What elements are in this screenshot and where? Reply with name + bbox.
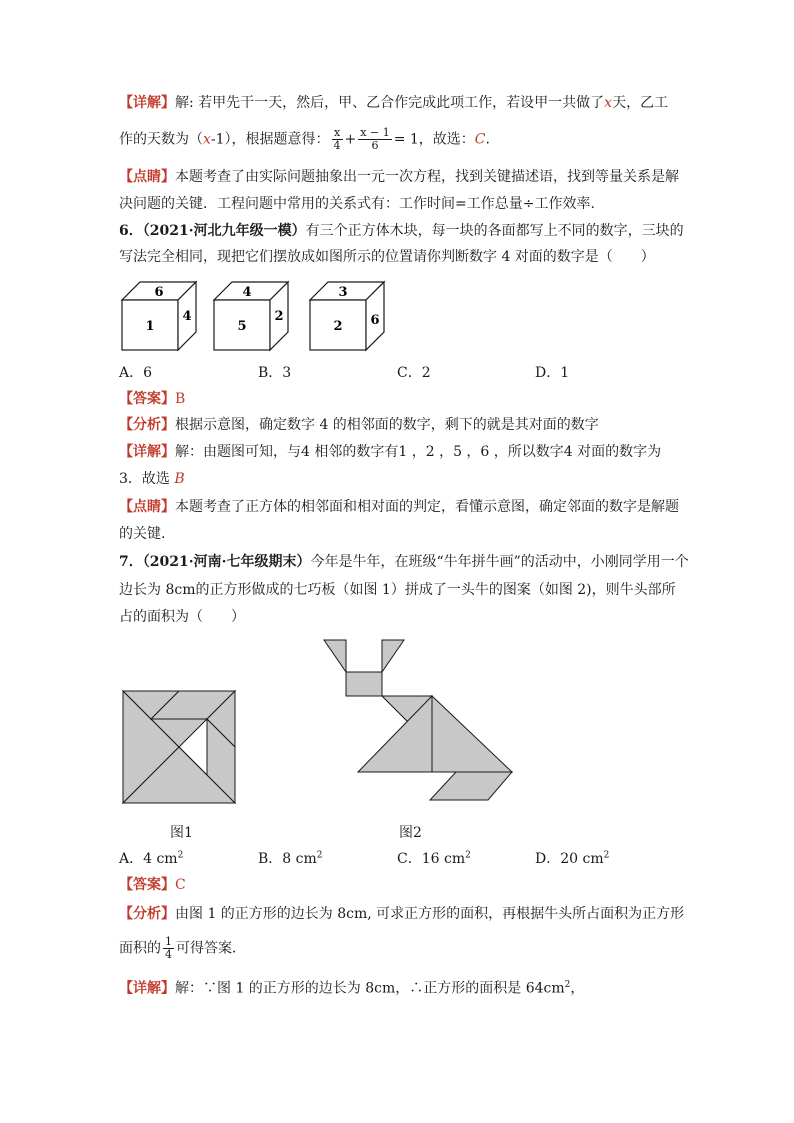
text: 3．故选 bbox=[119, 471, 175, 487]
ox-head bbox=[346, 672, 382, 696]
cube-top-number: 3 bbox=[338, 285, 348, 300]
q7-analysis-line2 bbox=[119, 936, 246, 961]
cube-side-number: 4 bbox=[182, 309, 192, 324]
numerator: 1 bbox=[165, 935, 172, 948]
analysis-tag: 【分析】 bbox=[119, 417, 175, 433]
superscript: 2 bbox=[564, 980, 571, 990]
text: C．16 cm bbox=[397, 851, 466, 867]
comment-tag: 【点睛】 bbox=[119, 169, 175, 185]
denominator: 4 bbox=[165, 948, 172, 961]
variable: x bbox=[203, 131, 211, 148]
cube-side-number: 2 bbox=[274, 309, 284, 324]
variable: x bbox=[604, 95, 613, 111]
figure-2-caption: 图2 bbox=[399, 825, 422, 841]
answer-choice: C bbox=[474, 131, 486, 148]
denominator: 6 bbox=[371, 139, 379, 152]
question-number: 6． bbox=[119, 223, 143, 239]
option-b: B．3 bbox=[258, 365, 292, 381]
ox-leg-parallelogram bbox=[430, 772, 512, 800]
tangram-square-figure bbox=[122, 690, 238, 806]
ox-right-horn bbox=[382, 640, 404, 672]
cube-top-number: 4 bbox=[242, 285, 252, 300]
text: 今年是牛年，在班级“牛年拼牛画”的活动中，小刚同学用一个 bbox=[310, 554, 689, 570]
ox-pieces bbox=[324, 640, 512, 800]
text: 占的面积为（ ） bbox=[119, 609, 245, 625]
option-c bbox=[397, 848, 471, 868]
answer-tag: 【答案】 bbox=[119, 877, 175, 893]
text: 解: 若甲先干一天，然后，甲、乙合作完成此项工作，若设甲一共做了 bbox=[175, 95, 605, 111]
q7-answer bbox=[119, 874, 186, 896]
q7-stem-line2 bbox=[119, 579, 676, 601]
cube-front-number: 5 bbox=[237, 319, 247, 334]
numerator: x bbox=[332, 127, 343, 140]
option-d bbox=[535, 848, 609, 868]
answer-value: C bbox=[175, 877, 186, 893]
text: ， bbox=[570, 980, 585, 997]
q5-comment-line2 bbox=[119, 193, 595, 215]
option-a bbox=[119, 848, 183, 868]
text: 本题考查了正方体的相邻面和相对面的判定，看懂示意图，确定邻面的数字是解题 bbox=[175, 499, 679, 515]
equals: = 1 bbox=[393, 131, 419, 148]
denominator: 4 bbox=[333, 139, 341, 152]
analysis-tag: 【分析】 bbox=[119, 906, 175, 922]
cube-figures bbox=[118, 280, 398, 352]
text: 解：∵图 1 的正方形的边长为 8cm，∴正方形的面积是 64cm bbox=[175, 980, 565, 997]
fraction bbox=[163, 936, 174, 961]
cube-2 bbox=[214, 282, 288, 350]
text: 可得答案． bbox=[176, 940, 246, 957]
q5-detail-line2 bbox=[119, 127, 490, 152]
q6-answer bbox=[119, 388, 185, 410]
text: 根据示意图，确定数字 4 的相邻面的数字，剩下的就是其对面的数字 bbox=[175, 417, 599, 433]
cube-front-number: 2 bbox=[333, 319, 343, 334]
text: 决问题的关键．工程问题中常用的关系式有：工作时间=工作总量÷工作效率. bbox=[119, 196, 595, 212]
option-c: C．2 bbox=[397, 365, 431, 381]
text: 天，乙工 bbox=[612, 95, 669, 111]
q7-detail-line1 bbox=[119, 974, 584, 1000]
text: 写法完全相同，现把它们摆放成如图所示的位置请你判断数字 4 对面的数字是（ ） bbox=[119, 249, 655, 265]
numerator: x − 1 bbox=[360, 126, 390, 139]
q6-stem-line1 bbox=[119, 220, 684, 242]
fraction bbox=[358, 127, 391, 152]
fraction bbox=[332, 127, 343, 152]
q6-comment-line2 bbox=[119, 523, 165, 545]
option-b bbox=[258, 848, 323, 868]
cube-1 bbox=[122, 282, 196, 350]
text: 作的天数为（ bbox=[119, 131, 203, 148]
superscript: 2 bbox=[177, 850, 184, 861]
answer-tag: 【答案】 bbox=[119, 391, 175, 407]
ox-body-right bbox=[432, 696, 512, 772]
text: A．4 cm bbox=[119, 851, 178, 867]
cube-front-number: 1 bbox=[145, 319, 155, 334]
text: 解：由题图可知，与4 相邻的数字有1 ，2 ，5 ，6 ，所以数字4 对面的数字为 bbox=[175, 444, 662, 460]
text: -1），根据题意得： bbox=[210, 131, 330, 148]
text: B．8 cm bbox=[258, 851, 317, 867]
question-number: 7． bbox=[119, 554, 143, 570]
text: 的关键. bbox=[119, 526, 166, 542]
q7-stem-line3 bbox=[119, 606, 245, 628]
detail-tag: 【详解】 bbox=[119, 95, 175, 111]
q7-stem-line1 bbox=[119, 551, 689, 573]
q5-detail-line1 bbox=[119, 92, 668, 114]
comment-tag: 【点睛】 bbox=[119, 499, 175, 515]
q5-comment-line1 bbox=[119, 166, 679, 188]
text: 面积的 bbox=[119, 940, 161, 957]
text: ，故选： bbox=[418, 131, 475, 148]
superscript: 2 bbox=[603, 850, 610, 861]
option-a: A．6 bbox=[119, 365, 153, 381]
q7-analysis-line1 bbox=[119, 903, 684, 925]
text: 本题考查了由实际问题抽象出一元一次方程，找到关键描述语，找到等量关系是解 bbox=[175, 169, 679, 185]
cube-side-number: 6 bbox=[370, 313, 380, 328]
detail-tag: 【详解】 bbox=[119, 444, 175, 460]
text: 边长为 8cm的正方形做成的七巧板（如图 1）拼成了一头牛的图案（如图 2)，则牛头部所 bbox=[119, 582, 676, 598]
operator: + bbox=[344, 131, 357, 148]
q6-stem-line2 bbox=[119, 246, 655, 268]
ox-left-horn bbox=[324, 640, 346, 672]
question-source: （2021·河南·七年级期末） bbox=[142, 554, 311, 570]
ox-tangram-figure bbox=[322, 638, 518, 804]
q6-detail-line1 bbox=[119, 441, 661, 463]
detail-tag: 【详解】 bbox=[119, 980, 175, 997]
answer-choice: B bbox=[174, 471, 185, 487]
text: D．20 cm bbox=[535, 851, 604, 867]
q6-analysis bbox=[119, 414, 599, 436]
superscript: 2 bbox=[465, 850, 471, 861]
q6-detail-line2 bbox=[119, 468, 185, 490]
answer-value: B bbox=[175, 391, 186, 407]
superscript: 2 bbox=[316, 850, 323, 861]
figure-1-caption: 图1 bbox=[170, 825, 193, 841]
q6-comment-line1 bbox=[119, 496, 679, 518]
option-d: D．1 bbox=[535, 365, 570, 381]
cube-3 bbox=[310, 282, 384, 350]
text: 有三个正方体木块，每一块的各面都写上不同的数字，三块的 bbox=[305, 223, 684, 239]
text: . bbox=[485, 131, 490, 148]
question-source: （2021·河北九年级一模） bbox=[142, 223, 306, 239]
cube-top-number: 6 bbox=[154, 285, 164, 300]
text: 由图 1 的正方形的边长为 8cm, 可求正方形的面积，再根据牛头所占面积为正方形 bbox=[175, 906, 685, 922]
